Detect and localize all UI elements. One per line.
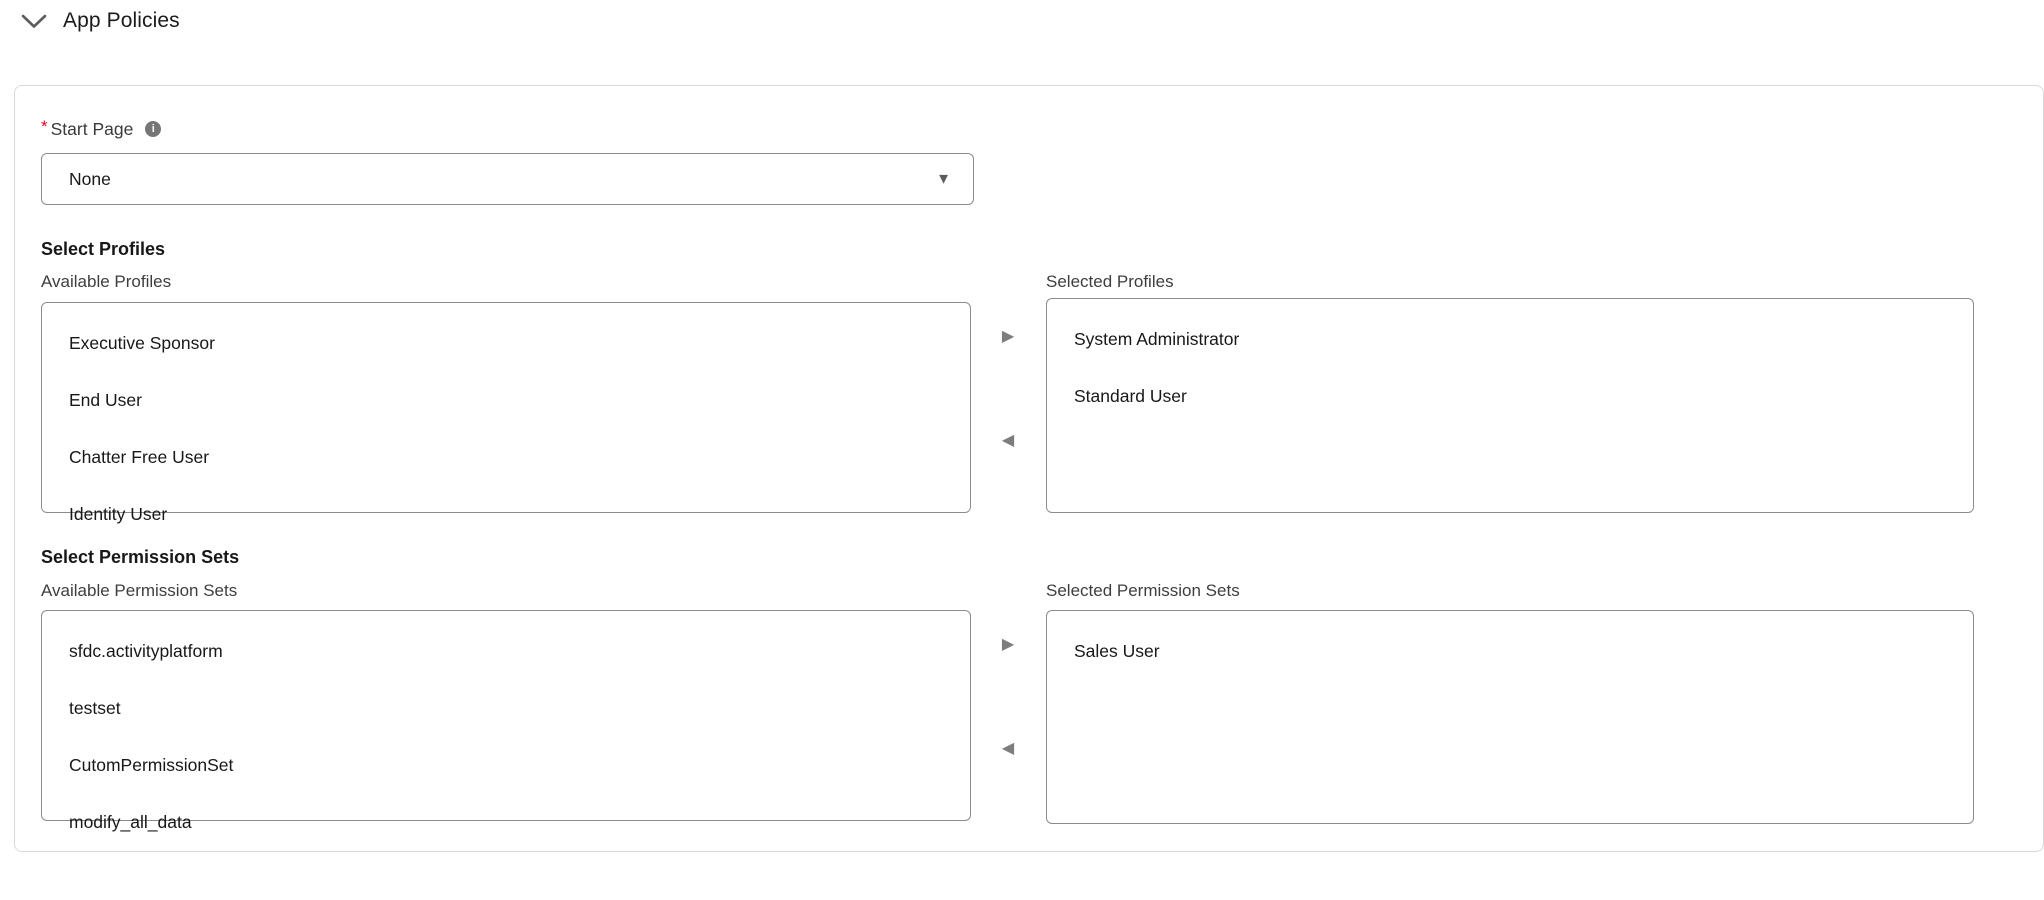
left-arrow-icon: ◀: [1001, 740, 1015, 757]
select-profiles-heading: Select Profiles: [41, 239, 166, 259]
available-permission-sets-listbox[interactable]: [41, 610, 971, 832]
list-item[interactable]: Sales User: [1074, 641, 1160, 661]
app-policies-card: [14, 85, 2044, 852]
start-page-label-row: [41, 119, 161, 139]
left-arrow-icon: ◀: [1001, 432, 1015, 449]
selected-permission-sets-listbox[interactable]: [1046, 610, 1974, 824]
selected-permission-sets-label: Selected Permission Sets: [1046, 581, 1240, 600]
available-profiles-listbox[interactable]: [41, 302, 971, 524]
down-caret-icon: ▼: [936, 170, 951, 188]
section-title: App Policies: [63, 9, 180, 32]
list-item[interactable]: CutomPermissionSet: [69, 755, 234, 775]
right-arrow-icon: ▶: [1001, 636, 1015, 653]
list-item[interactable]: System Administrator: [1074, 329, 1240, 349]
info-icon[interactable]: i: [145, 121, 161, 137]
available-permission-sets-label: Available Permission Sets: [41, 581, 238, 600]
collapse-section-button[interactable]: [20, 11, 48, 31]
list-item[interactable]: Executive Sponsor: [69, 333, 215, 353]
start-page-select[interactable]: [41, 153, 974, 205]
list-item[interactable]: sfdc.activityplatform: [69, 641, 223, 661]
list-item[interactable]: testset: [69, 698, 121, 718]
start-page-label: Start Page: [50, 118, 134, 139]
selected-profiles-label: Selected Profiles: [1046, 272, 1174, 291]
available-profiles-label: Available Profiles: [41, 272, 172, 291]
chevron-down-icon: [21, 14, 47, 29]
list-item[interactable]: Standard User: [1074, 386, 1187, 406]
permission-sets-move-left-button[interactable]: [993, 734, 1023, 764]
select-permission-sets-heading: Select Permission Sets: [41, 547, 240, 567]
selected-profiles-listbox[interactable]: [1046, 298, 1974, 513]
list-item[interactable]: Identity User: [69, 504, 168, 524]
app-policies-section-header: [20, 6, 180, 36]
list-item[interactable]: End User: [69, 390, 142, 410]
list-item[interactable]: modify_all_data: [69, 812, 192, 832]
right-arrow-icon: ▶: [1001, 328, 1015, 345]
required-marker: *: [41, 117, 48, 136]
start-page-selected-value: None: [69, 169, 111, 189]
permission-sets-move-right-button[interactable]: [993, 630, 1023, 660]
profiles-move-left-button[interactable]: [993, 426, 1023, 456]
list-item[interactable]: Chatter Free User: [69, 447, 210, 467]
profiles-move-right-button[interactable]: [993, 322, 1023, 352]
